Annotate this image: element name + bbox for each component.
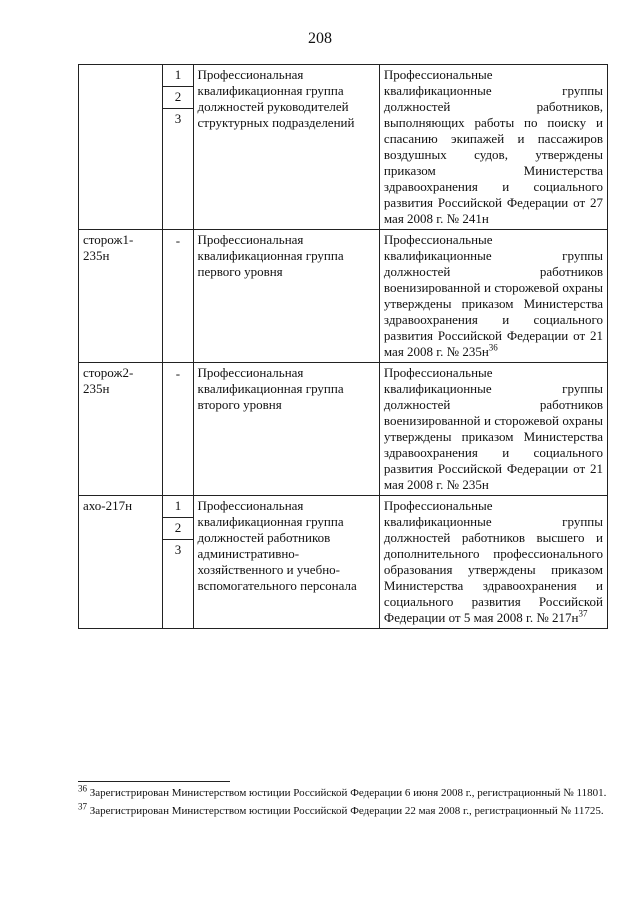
legal-basis [379,496,607,629]
level-cell: 1 [163,496,192,518]
level-cell: 3 [174,542,182,557]
legal-basis [379,65,607,230]
level-cell: 2 [163,87,192,109]
level-cell: 2 [163,518,192,540]
legal-basis-text: Профессиональные квалификационные группы должностей работников военизированной и сторожевой охраны утверждены приказом Министерства здравоохранения и социального развития Российской Федерации от 21 мая 2008 г. № 235н [383,232,603,359]
level-cell: 1 [163,65,192,87]
footnote-text: Зарегистрирован Министерством юстиции Российской Федерации 6 июня 2008 г., регистрационный № 11801. [89,787,607,799]
footnote-ref: 36 [488,342,498,353]
group-name: Профессиональная квалификационная группа второго уровня [193,363,379,496]
group-name: Профессиональная квалификационная группа должностей руководителей структурных подразделений [193,65,379,230]
page-number: 208 [308,30,332,47]
legal-basis-text: Профессиональные квалификационные группы должностей работников высшего и дополнительного профессионального образования утверждены приказом Министерства здравоохранения и социального развития Российской Федерации от 5 мая 2008 г. № 217н [383,498,603,625]
row-levels [163,363,193,496]
row-levels [163,230,193,363]
row-levels [163,496,193,629]
level-cell: - [175,366,181,381]
classification-table [78,64,608,629]
row-code: сторож2-235н [79,363,163,496]
table-row [79,65,608,230]
footnote [78,801,608,818]
group-name: Профессиональная квалификационная группа должностей работников административно-хозяйственного и учебно-вспомогательного персонала [193,496,379,629]
row-levels [163,65,193,230]
footnote-ref: 37 [578,608,588,619]
footnote-number: 36 [78,783,87,794]
footnote-text: Зарегистрирован Министерством юстиции Российской Федерации 22 мая 2008 г., регистрационный № 11725. [89,805,604,817]
row-code: сторож1-235н [79,230,163,363]
legal-basis-text: Профессиональные квалификационные группы должностей работников военизированной и сторожевой охраны утверждены приказом Министерства здравоохранения и социального развития Российской Федерации от 21 мая 2008 г. № 235н [383,365,603,492]
legal-basis [379,230,607,363]
row-code: ахо-217н [79,496,163,629]
table-row [79,363,608,496]
legal-basis [379,363,607,496]
level-cell: - [175,233,181,248]
footnote-number: 37 [78,801,87,812]
level-cell: 3 [174,111,182,126]
table-row [79,496,608,629]
table-row [79,230,608,363]
footnote [78,783,608,800]
footnotes [78,783,608,822]
legal-basis-text: Профессиональные квалификационные группы должностей работников, выполняющих работы по поиску и спасанию экипажей и пассажиров воздушных судов, утверждены приказом Министерства здравоохранения и социального развития Российской Федерации от 27 мая 2008 г. № 241н [383,67,603,226]
footnote-separator [78,781,230,782]
group-name: Профессиональная квалификационная группа первого уровня [193,230,379,363]
row-code [79,65,163,230]
